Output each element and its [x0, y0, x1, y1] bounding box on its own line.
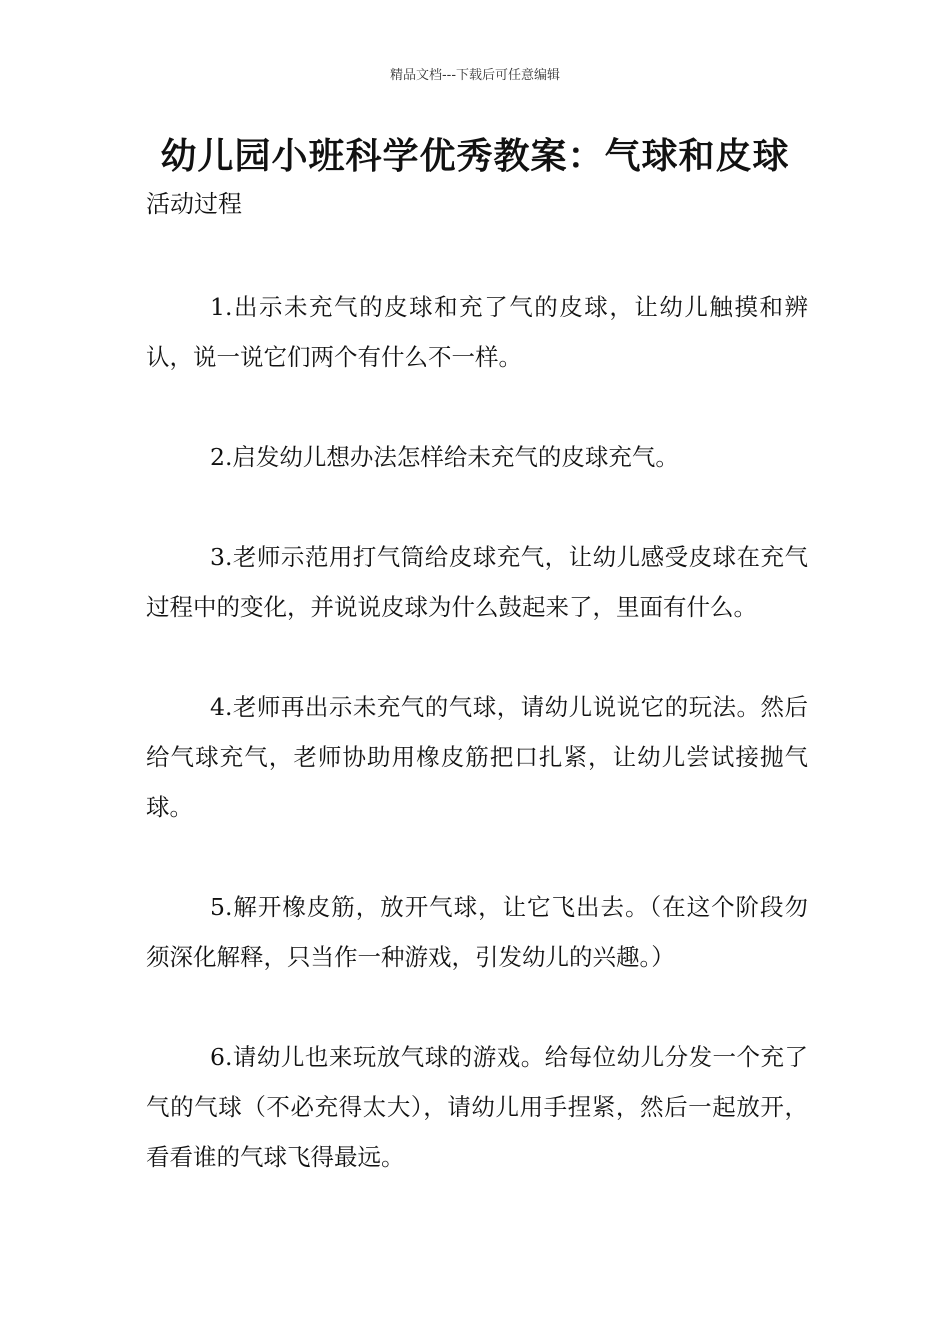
step-3: 3.老师示范用打气筒给皮球充气，让幼儿感受皮球在充气过程中的变化，并说说皮球为什么鼓起来了，里面有什么。: [146, 543, 808, 621]
step-1: 1.出示未充气的皮球和充了气的皮球，让幼儿触摸和辨认，说一说它们两个有什么不一样。: [146, 293, 808, 371]
step-4: 4.老师再出示未充气的气球，请幼儿说说它的玩法。然后给气球充气，老师协助用橡皮筋把口扎紧，让幼儿尝试接抛气球。: [146, 693, 808, 821]
step-2: 2.启发幼儿想办法怎样给未充气的皮球充气。: [210, 443, 679, 471]
section-heading: 活动过程: [146, 190, 242, 218]
header-note: 精品文档---下载后可任意编辑: [389, 68, 561, 83]
step-5: 5.解开橡皮筋，放开气球，让它飞出去。（在这个阶段勿须深化解释，只当作一种游戏，引发幼儿的兴趣。）: [146, 893, 808, 971]
activity-steps: [146, 282, 808, 1232]
document-title: 幼儿园小班科学优秀教案：气球和皮球: [160, 136, 790, 177]
step-6: 6.请幼儿也来玩放气球的游戏。给每位幼儿分发一个充了气的气球（不必充得太大），请幼儿用手捏紧，然后一起放开，看看谁的气球飞得最远。: [146, 1043, 808, 1171]
